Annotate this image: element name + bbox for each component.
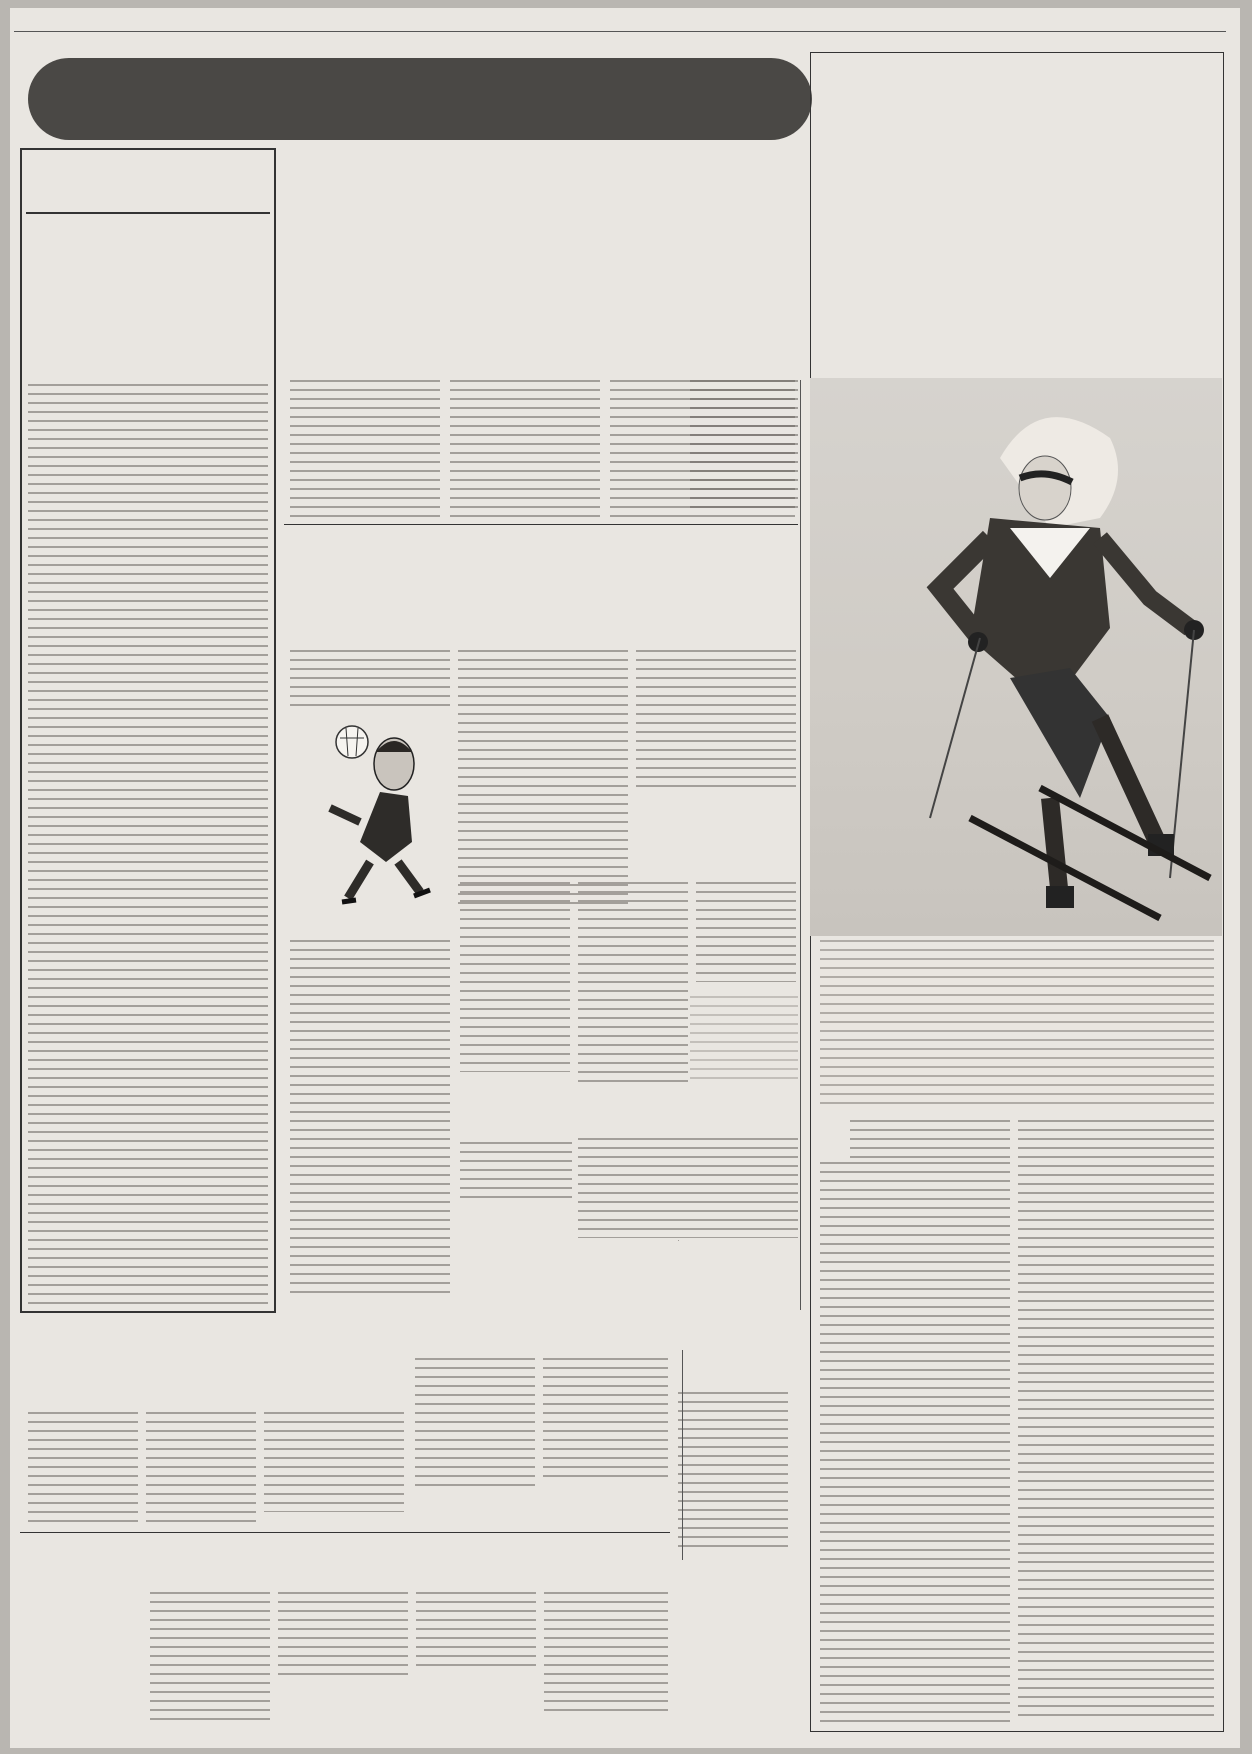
mitri-col1 <box>150 1592 270 1722</box>
battuto-body <box>678 1392 788 1552</box>
running-head <box>14 14 1226 32</box>
sci-photo-caption <box>820 940 1214 1110</box>
stefanini-col1 <box>415 1358 535 1488</box>
mercedes-col2 <box>578 882 688 1082</box>
lazio-lede <box>60 318 268 378</box>
lazio-rule <box>26 212 270 214</box>
narrow-column <box>690 380 798 1350</box>
milan-col1-lower <box>290 940 450 1300</box>
sci-col1-top <box>850 1120 1010 1160</box>
eliani-caption <box>294 914 444 936</box>
paracadutisti-col1 <box>28 1412 138 1524</box>
stefanini-col2 <box>543 1358 668 1483</box>
skier-figure <box>810 378 1222 936</box>
sci-col2 <box>1018 1120 1214 1720</box>
lazio-body-text <box>28 384 268 1309</box>
narrow-top-text <box>690 380 798 510</box>
milan-intro-col1 <box>290 650 450 710</box>
milan-col2 <box>458 650 628 910</box>
inglesi-rule <box>20 1532 670 1533</box>
mitri-col3 <box>416 1592 536 1672</box>
sci-summary <box>848 256 1204 366</box>
section-banner <box>28 58 812 140</box>
eliani-caricature-drawing <box>290 712 452 912</box>
paracadutisti-col2 <box>146 1412 256 1524</box>
column-divider <box>800 380 801 1310</box>
mitri-col4 <box>544 1592 668 1712</box>
mitri-col2 <box>278 1592 408 1682</box>
mazza-col2 <box>450 380 600 520</box>
mercedes-col1 <box>460 882 570 1072</box>
battuto-divider <box>682 1350 683 1560</box>
dummy <box>678 1240 679 1241</box>
vetture-body <box>460 1142 572 1202</box>
mazza-summary <box>290 290 792 380</box>
sci-col1 <box>820 1162 1010 1722</box>
paracadutisti-col3 <box>264 1412 404 1512</box>
mazza-col1 <box>290 380 440 520</box>
